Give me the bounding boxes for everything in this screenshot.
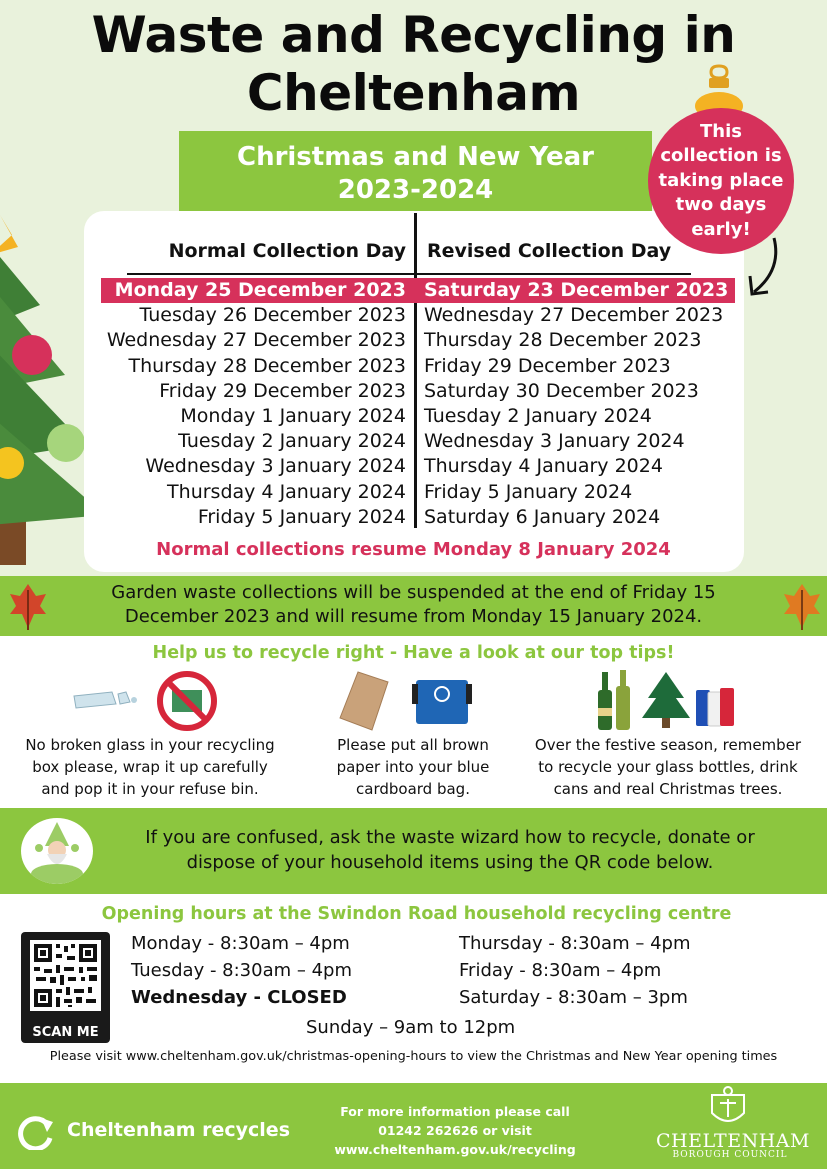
table-row: Friday 5 January 2024 Saturday 6 January 2024 xyxy=(197,505,661,528)
qr-code[interactable] xyxy=(21,932,110,1043)
no-recycling-box-icon xyxy=(160,674,214,728)
hours-monday: Monday - 8:30am – 4pm xyxy=(131,933,350,954)
footer xyxy=(0,1083,827,1169)
waste-wizard-band: If you are confused, ask the waste wizard how to recycle, donate or dispose of your household items using the QR code below. xyxy=(0,808,827,894)
table-row: Wednesday 3 January 2024 Thursday 4 January 2024 xyxy=(145,455,663,478)
scan-me-label: SCAN ME xyxy=(32,1025,99,1040)
season-banner: Christmas and New Year 2023-2024 xyxy=(179,131,652,213)
council-logo: CHELTENHAM BOROUGH COUNCIL xyxy=(656,1130,810,1160)
hours-friday: Friday - 8:30am – 4pm xyxy=(459,960,662,981)
normal-day-header: Normal Collection Day xyxy=(168,240,406,262)
hours-tuesday: Tuesday - 8:30am – 4pm xyxy=(131,960,353,981)
footer-contact: For more information please call 01242 262626 or visit www.cheltenham.gov.uk/recycling xyxy=(300,1102,610,1159)
brown-paper-icon xyxy=(340,672,388,730)
tip-2-text: Please put all brown paper into your blue cardboard bag. xyxy=(336,736,490,798)
tip-2-icons xyxy=(338,668,478,734)
recycling-link[interactable]: www.cheltenham.gov.uk/recycling xyxy=(334,1142,576,1157)
hours-saturday: Saturday - 8:30am – 3pm xyxy=(459,987,688,1008)
hours-wednesday: Wednesday - CLOSED xyxy=(131,987,347,1008)
table-row: Thursday 28 December 2023 Friday 29 December 2023 xyxy=(128,354,671,377)
council-crest-icon xyxy=(706,1085,750,1131)
schedule-rows xyxy=(0,278,827,530)
early-collection-badge: This collection is taking place two days early! xyxy=(648,108,794,254)
glass-bottles-icon xyxy=(598,670,630,730)
drink-cans-icon xyxy=(696,688,734,726)
table-row: Monday 1 January 2024 Tuesday 2 January 2024 xyxy=(180,404,652,427)
table-row: Friday 29 December 2023 Saturday 30 December 2023 xyxy=(159,379,699,402)
table-row: Wednesday 27 December 2023 Thursday 28 December 2023 xyxy=(106,329,702,352)
page-title: Waste and Recycling in Cheltenham xyxy=(91,6,736,122)
table-row: Monday 25 December 2023 Saturday 23 December 2023 xyxy=(114,279,729,301)
hours-sunday: Sunday – 9am to 12pm xyxy=(306,1017,516,1038)
table-row: Tuesday 26 December 2023 Wednesday 27 December 2023 xyxy=(139,304,724,327)
revised-day-header: Revised Collection Day xyxy=(427,240,672,262)
hours-thursday: Thursday - 8:30am – 4pm xyxy=(459,933,691,954)
tip-3-text: Over the festive season, remember to recycle your glass bottles, drink cans and real Christmas trees. xyxy=(534,736,802,798)
table-row: Tuesday 2 January 2024 Wednesday 3 January 2024 xyxy=(178,430,685,453)
resume-note: Normal collections resume Monday 8 January 2024 xyxy=(156,539,671,560)
table-row: Thursday 4 January 2024 Friday 5 January 2024 xyxy=(167,480,633,503)
header-divider xyxy=(127,273,691,275)
autumn-leaf-icon xyxy=(8,582,48,632)
autumn-leaf-icon xyxy=(782,582,822,632)
tip-1-icons xyxy=(72,668,222,734)
garden-waste-band: Garden waste collections will be suspended at the end of Friday 15 December 2023 and will resume from Monday 15 January 2024. xyxy=(0,576,827,636)
tips-title: Help us to recycle right - Have a look at our top tips! xyxy=(152,643,675,663)
blue-cardboard-bag-icon xyxy=(412,680,472,724)
christmas-tree-small-icon xyxy=(642,672,690,728)
waste-wizard-icon xyxy=(21,818,93,884)
visit-note: Please visit www.cheltenham.gov.uk/christmas-opening-hours to view the Christmas and New Year opening times xyxy=(49,1049,778,1064)
broken-glass-icon xyxy=(74,692,137,708)
footer-brand: Cheltenham recycles xyxy=(67,1119,290,1141)
tip-3-icons xyxy=(594,668,744,734)
recycle-icon xyxy=(17,1116,55,1150)
hours-title: Opening hours at the Swindon Road household recycling centre xyxy=(101,904,732,924)
tip-1-text: No broken glass in your recycling box please, wrap it up carefully and pop it in your refuse bin. xyxy=(25,736,275,798)
top-area xyxy=(0,0,827,576)
